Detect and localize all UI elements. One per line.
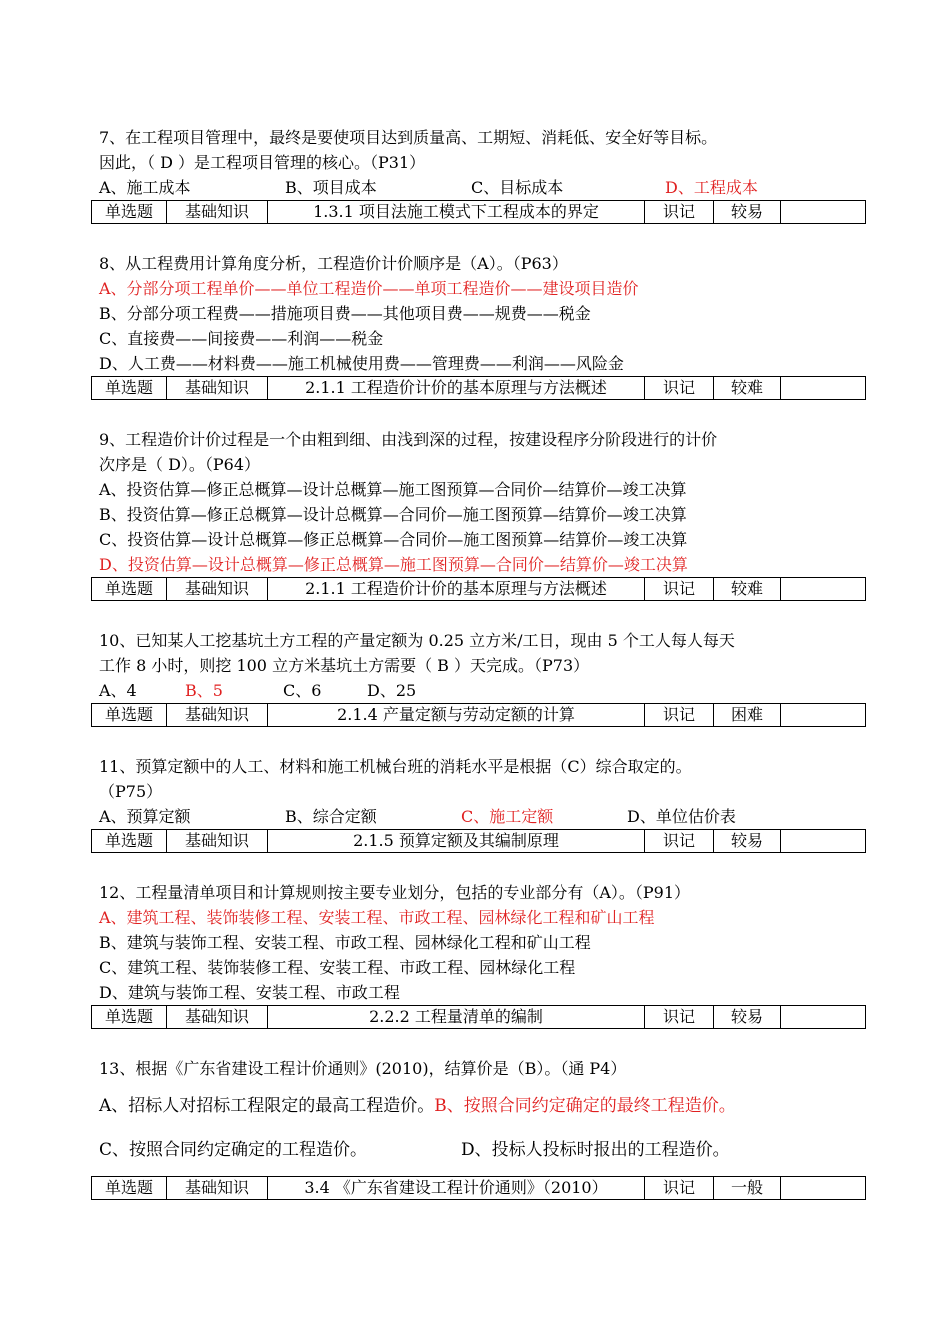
meta-section: 2.1.5 预算定额及其编制原理 bbox=[268, 830, 645, 853]
option-b-answer: B、按照合同约定确定的最终工程造价。 bbox=[434, 1096, 736, 1116]
question-stem: 11、预算定额中的人工、材料和施工机械台班的消耗水平是根据（C）综合取定的。 bbox=[99, 757, 692, 776]
meta-level: 识记 bbox=[645, 201, 714, 224]
meta-category: 基础知识 bbox=[167, 830, 268, 853]
option-a: A、投资估算—修正总概算—设计总概算—施工图预算—合同价—结算价—竣工决算 bbox=[99, 480, 687, 499]
option-d: D、建筑与装饰工程、安装工程、市政工程 bbox=[99, 983, 400, 1002]
meta-category: 基础知识 bbox=[167, 704, 268, 727]
option-c: C、建筑工程、装饰装修工程、安装工程、市政工程、园林绿化工程 bbox=[99, 958, 576, 977]
option-c: C、目标成本 bbox=[471, 178, 564, 197]
question-stem: 工作 8 小时，则挖 100 立方米基坑土方需要（ B ）天完成。（P73） bbox=[99, 656, 590, 675]
meta-section: 2.1.1 工程造价计价的基本原理与方法概述 bbox=[268, 377, 645, 400]
option-a: A、4 bbox=[99, 681, 137, 700]
meta-level: 识记 bbox=[645, 1177, 714, 1200]
meta-section: 3.4 《广东省建设工程计价通则》（2010） bbox=[268, 1177, 645, 1200]
meta-level: 识记 bbox=[645, 704, 714, 727]
question-11 bbox=[99, 754, 861, 853]
question-8 bbox=[99, 251, 861, 400]
meta-difficulty: 较难 bbox=[714, 377, 781, 400]
meta-blank bbox=[781, 1177, 866, 1200]
meta-type: 单选题 bbox=[92, 1006, 167, 1029]
meta-category: 基础知识 bbox=[167, 578, 268, 601]
question-13 bbox=[99, 1056, 861, 1200]
option-a-answer: A、分部分项工程单价——单位工程造价——单项工程造价——建设项目造价 bbox=[99, 279, 639, 298]
option-c: C、按照合同约定确定的工程造价。 bbox=[99, 1140, 368, 1160]
meta-category: 基础知识 bbox=[167, 377, 268, 400]
meta-difficulty: 困难 bbox=[714, 704, 781, 727]
option-c: C、6 bbox=[283, 681, 322, 700]
meta-section: 1.3.1 项目法施工模式下工程成本的界定 bbox=[268, 201, 645, 224]
meta-difficulty: 一般 bbox=[714, 1177, 781, 1200]
question-stem: 7、在工程项目管理中，最终是要使项目达到质量高、工期短、消耗低、安全好等目标。 bbox=[99, 128, 718, 147]
question-stem: 10、已知某人工挖基坑土方工程的产量定额为 0.25 立方米/工日，现由 5 个工人每人每天 bbox=[99, 631, 735, 650]
question-stem: （P75） bbox=[99, 782, 163, 801]
question-10 bbox=[99, 628, 861, 727]
meta-blank bbox=[781, 1006, 866, 1029]
option-row bbox=[99, 1094, 861, 1119]
option-d-answer: D、工程成本 bbox=[665, 178, 758, 197]
meta-difficulty: 较难 bbox=[714, 578, 781, 601]
option-d: D、投标人投标时报出的工程造价。 bbox=[461, 1140, 730, 1160]
meta-difficulty: 较易 bbox=[714, 830, 781, 853]
question-stem: 次序是（ D）。（P64） bbox=[99, 455, 261, 474]
option-b: B、建筑与装饰工程、安装工程、市政工程、园林绿化工程和矿山工程 bbox=[99, 933, 591, 952]
meta-category: 基础知识 bbox=[167, 201, 268, 224]
option-a: A、施工成本 bbox=[99, 178, 191, 197]
question-stem: 8、从工程费用计算角度分析，工程造价计价顺序是（A）。（P63） bbox=[99, 254, 568, 273]
meta-category: 基础知识 bbox=[167, 1006, 268, 1029]
meta-difficulty: 较易 bbox=[714, 1006, 781, 1029]
meta-type: 单选题 bbox=[92, 704, 167, 727]
meta-type: 单选题 bbox=[92, 578, 167, 601]
question-12 bbox=[99, 880, 861, 1029]
question-9 bbox=[99, 427, 861, 601]
option-a: A、招标人对招标工程限定的最高工程造价。 bbox=[99, 1096, 435, 1116]
question-stem: 13、根据《广东省建设工程计价通则》(2010)，结算价是（B）。（通 P4） bbox=[99, 1059, 627, 1078]
option-row bbox=[99, 1138, 861, 1163]
option-row bbox=[99, 678, 861, 703]
option-b: B、投资估算—修正总概算—设计总概算—合同价—施工图预算—结算价—竣工决算 bbox=[99, 505, 687, 524]
meta-type: 单选题 bbox=[92, 201, 167, 224]
option-c: C、直接费——间接费——利润——税金 bbox=[99, 329, 384, 348]
question-meta-table bbox=[91, 829, 866, 853]
meta-section: 2.1.4 产量定额与劳动定额的计算 bbox=[268, 704, 645, 727]
meta-level: 识记 bbox=[645, 1006, 714, 1029]
option-row bbox=[99, 804, 861, 829]
question-meta-table bbox=[91, 703, 866, 727]
question-meta-table bbox=[91, 577, 866, 601]
option-d: D、人工费——材料费——施工机械使用费——管理费——利润——风险金 bbox=[99, 354, 624, 373]
question-meta-table bbox=[91, 1005, 866, 1029]
question-meta-table bbox=[91, 1176, 866, 1200]
meta-blank bbox=[781, 377, 866, 400]
option-b-answer: B、5 bbox=[185, 681, 223, 700]
option-d-answer: D、投资估算—设计总概算—修正总概算—施工图预算—合同价—结算价—竣工决算 bbox=[99, 555, 688, 574]
meta-blank bbox=[781, 830, 866, 853]
meta-level: 识记 bbox=[645, 377, 714, 400]
question-stem: 12、工程量清单项目和计算规则按主要专业划分，包括的专业部分有（A）。（P91） bbox=[99, 883, 691, 902]
meta-section: 2.2.2 工程量清单的编制 bbox=[268, 1006, 645, 1029]
meta-type: 单选题 bbox=[92, 377, 167, 400]
question-meta-table bbox=[91, 200, 866, 224]
option-a-answer: A、建筑工程、装饰装修工程、安装工程、市政工程、园林绿化工程和矿山工程 bbox=[99, 908, 655, 927]
question-7 bbox=[99, 125, 861, 224]
option-b: B、项目成本 bbox=[285, 178, 377, 197]
option-c: C、投资估算—设计总概算—修正总概算—合同价—施工图预算—结算价—竣工决算 bbox=[99, 530, 688, 549]
meta-type: 单选题 bbox=[92, 830, 167, 853]
option-row bbox=[99, 175, 861, 200]
question-stem: 因此，（ D ）是工程项目管理的核心。（P31） bbox=[99, 153, 426, 172]
meta-difficulty: 较易 bbox=[714, 201, 781, 224]
option-d: D、单位估价表 bbox=[627, 807, 736, 826]
meta-blank bbox=[781, 704, 866, 727]
meta-level: 识记 bbox=[645, 578, 714, 601]
option-a: A、预算定额 bbox=[99, 807, 191, 826]
meta-type: 单选题 bbox=[92, 1177, 167, 1200]
meta-blank bbox=[781, 201, 866, 224]
option-b: B、分部分项工程费——措施项目费——其他项目费——规费——税金 bbox=[99, 304, 591, 323]
option-c-answer: C、施工定额 bbox=[461, 807, 554, 826]
meta-category: 基础知识 bbox=[167, 1177, 268, 1200]
question-meta-table bbox=[91, 376, 866, 400]
meta-blank bbox=[781, 578, 866, 601]
option-b: B、综合定额 bbox=[285, 807, 377, 826]
meta-level: 识记 bbox=[645, 830, 714, 853]
meta-section: 2.1.1 工程造价计价的基本原理与方法概述 bbox=[268, 578, 645, 601]
option-d: D、25 bbox=[367, 681, 417, 700]
question-stem: 9、工程造价计价过程是一个由粗到细、由浅到深的过程，按建设程序分阶段进行的计价 bbox=[99, 430, 718, 449]
